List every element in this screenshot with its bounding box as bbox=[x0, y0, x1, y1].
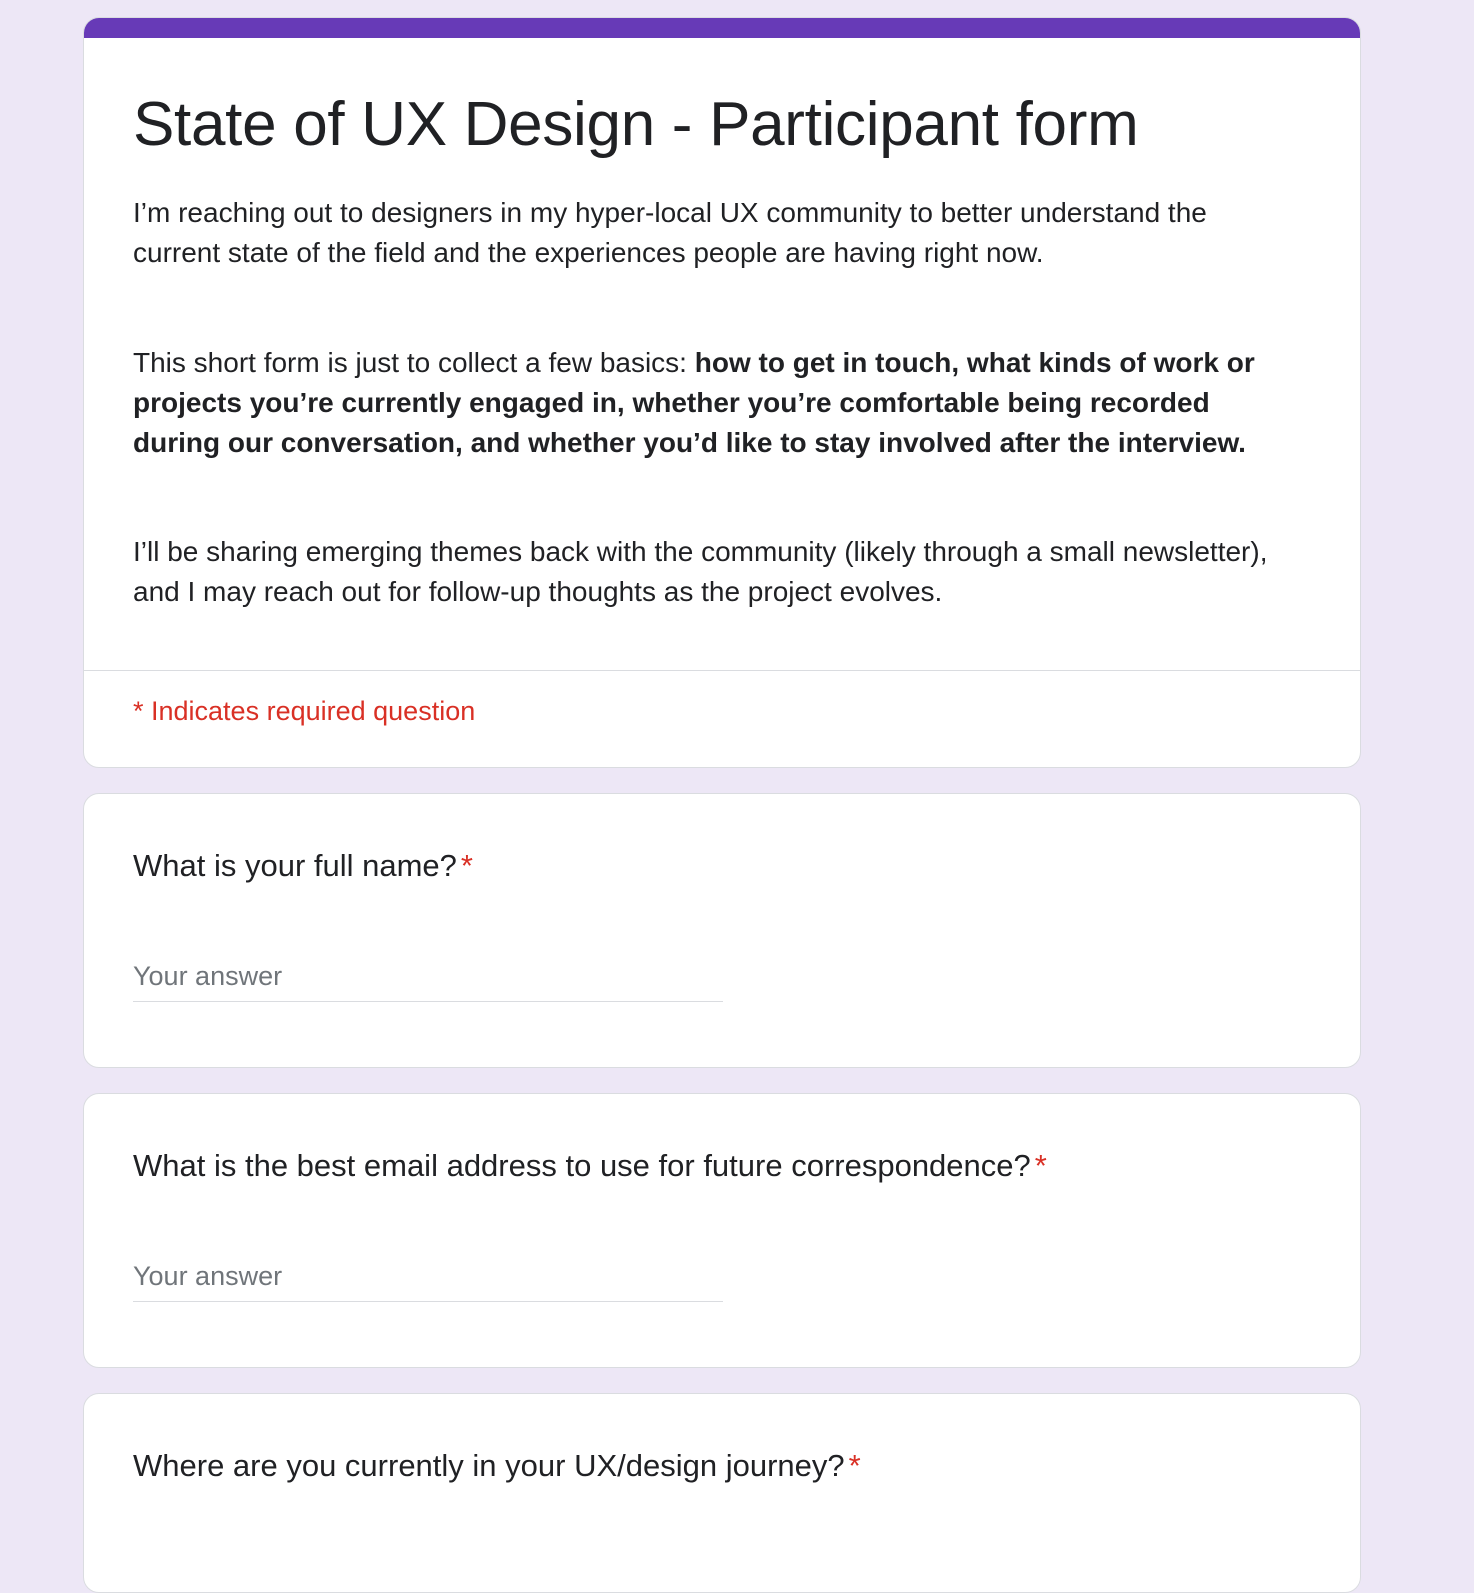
question-title-full-name bbox=[133, 844, 473, 888]
question-card-email bbox=[83, 1093, 1361, 1368]
question-card-full-name bbox=[83, 793, 1361, 1068]
form-description-sharing: I’ll be sharing emerging themes back with the community (likely through a small newsletter), and I may reach out for follow-up thoughts as the project evolves. bbox=[133, 536, 1268, 607]
form-header-content bbox=[133, 38, 1300, 607]
header-divider bbox=[84, 670, 1360, 671]
form-description-intro: I’m reaching out to designers in my hyper-local UX community to better understand the current state of the field and the experiences people are having right now. bbox=[133, 197, 1207, 268]
required-asterisk: * bbox=[848, 1448, 861, 1483]
question-card-design-journey bbox=[83, 1393, 1361, 1593]
email-input[interactable] bbox=[133, 1252, 723, 1302]
question-title-email bbox=[133, 1144, 1047, 1188]
form-title: State of UX Design - Participant form bbox=[133, 90, 1139, 159]
question-title-design-journey bbox=[133, 1444, 861, 1488]
form-description-basics-plain: This short form is just to collect a few basics: bbox=[133, 347, 695, 378]
form-accent-bar bbox=[84, 18, 1360, 38]
form-header-card bbox=[83, 17, 1361, 768]
question-text: Where are you currently in your UX/design journey? bbox=[133, 1448, 845, 1483]
question-text: What is the best email address to use for future correspondence? bbox=[133, 1148, 1031, 1183]
required-asterisk: * bbox=[1034, 1148, 1047, 1183]
full-name-input[interactable] bbox=[133, 952, 723, 1002]
form-description-basics bbox=[133, 343, 1300, 463]
question-text: What is your full name? bbox=[133, 848, 457, 883]
required-question-note: * Indicates required question bbox=[133, 696, 476, 726]
required-asterisk: * bbox=[460, 848, 473, 883]
form-description-basics-bold: how to get in touch, what kinds of work or projects you’re currently engaged in, whether you’re comfortable being recorded during our conversation, and whether you’d like to stay involved after the interview. bbox=[133, 347, 1255, 458]
